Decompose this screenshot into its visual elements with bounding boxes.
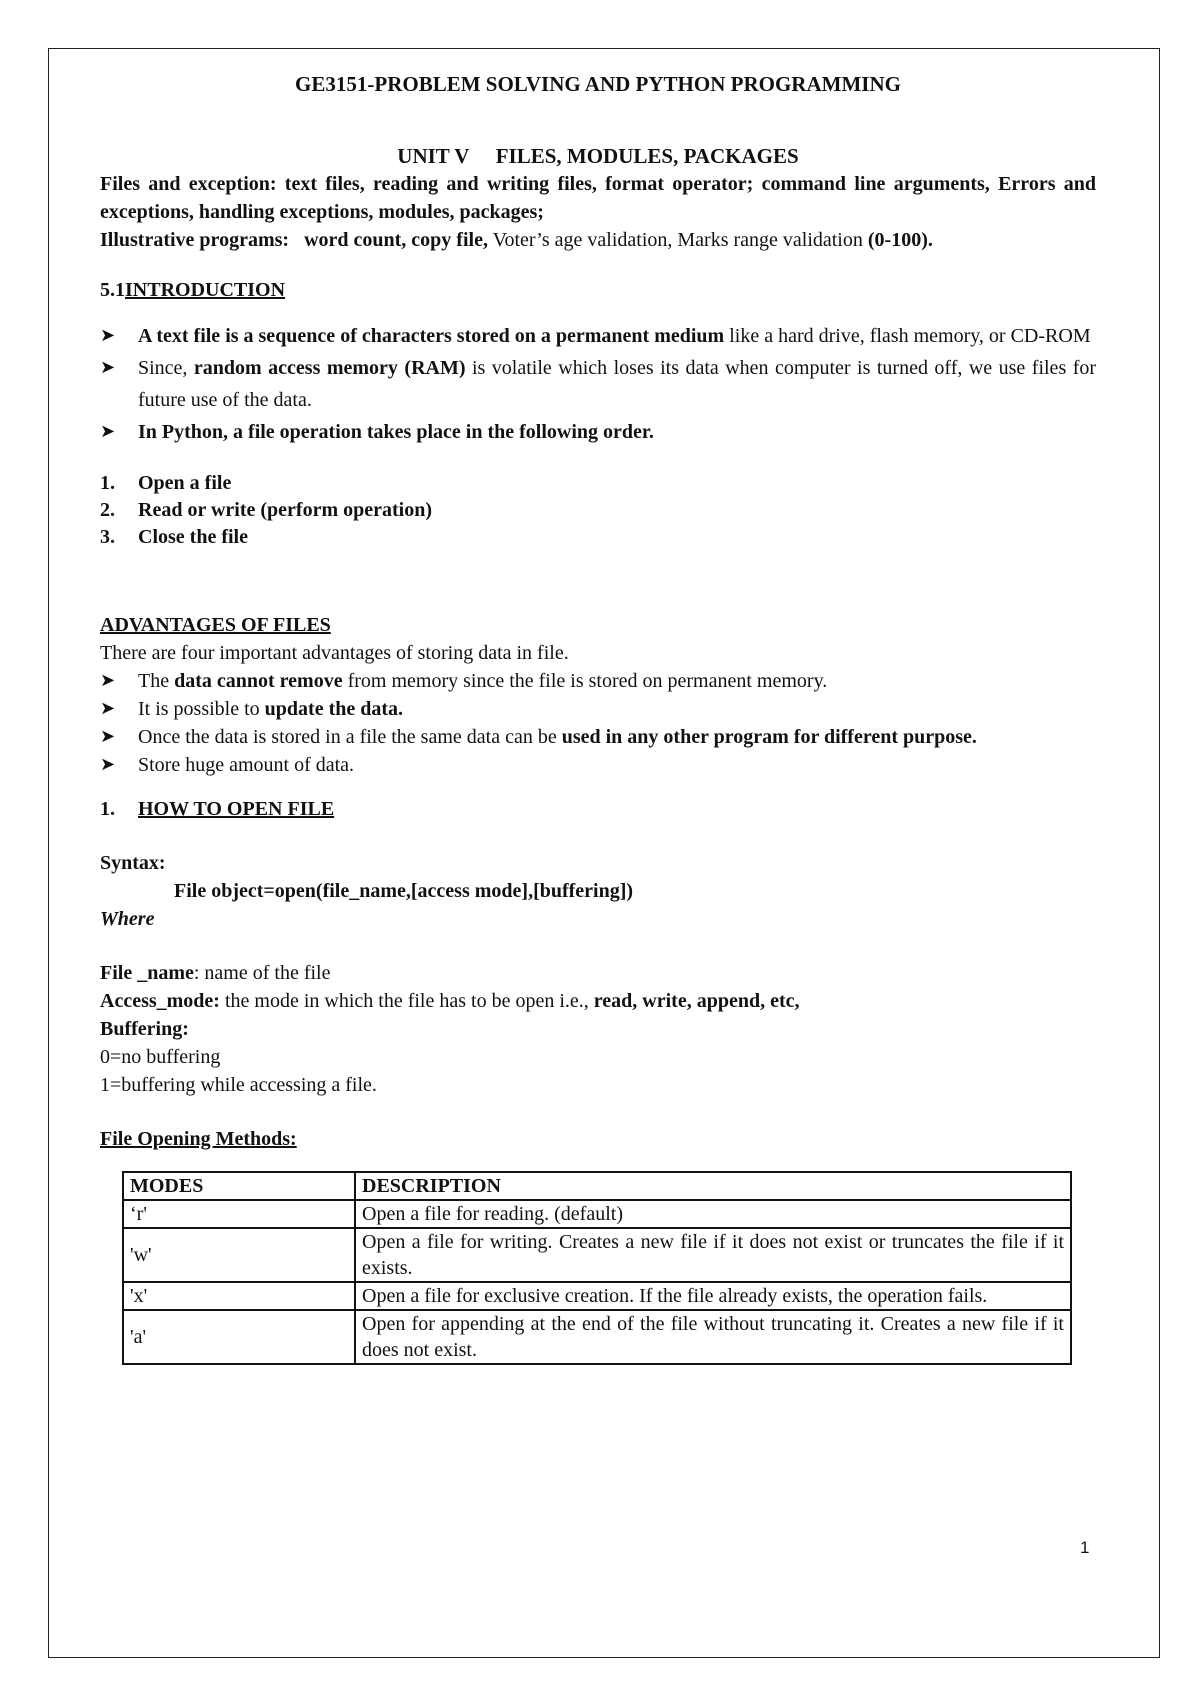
illustrative-rest: Voter’s age validation, Marks range validation [492,229,863,251]
bullet-text: from memory since the file is stored on permanent memory. [347,670,828,692]
def-term: Access_mode: [100,990,220,1012]
arrowhead-bullet-icon: ➤ [100,357,116,378]
bullet-bold: used in any other program for different purpose. [561,726,977,748]
unit-label: UNIT V [397,144,470,168]
list-item [100,524,1096,551]
advantages-heading: ADVANTAGES OF FILES [100,614,331,636]
buffering-label: Buffering: [100,1018,189,1040]
list-item [100,320,1096,352]
step-number: 3. [100,526,115,548]
bullet-text: like a hard drive, flash memory, or CD-ROM [729,325,1091,347]
list-item [100,497,1096,524]
list-item [100,352,1096,416]
step-text: Open a file [138,472,232,494]
syntax-label: Syntax: [100,852,166,874]
arrowhead-bullet-icon: ➤ [100,325,116,346]
step-number: 1. [100,472,115,494]
list-item [100,723,1096,751]
page-content [100,70,1096,1365]
file-opening-methods-heading: File Opening Methods: [100,1128,297,1150]
list-item [100,751,1096,779]
bullet-bold: data cannot remove [174,670,343,692]
arrowhead-bullet-icon: ➤ [100,421,116,442]
description-cell: Open a file for exclusive creation. If the file already exists, the operation fails. [355,1282,1071,1310]
table-row [123,1282,1071,1310]
bullet-bold: A text file is a sequence of characters stored on a permanent medium [138,325,725,347]
intro-bullets [100,320,1096,448]
def-bold: read, write, append, etc, [593,990,800,1012]
bullet-text: It is possible to [138,698,260,720]
bullet-text: Once the data is stored in a file the same data can be [138,726,557,748]
bullet-bold: random access memory (RAM) [193,357,466,379]
list-item [100,667,1096,695]
mode-cell: 'w' [123,1228,355,1282]
arrowhead-bullet-icon: ➤ [100,754,116,775]
section-title: HOW TO OPEN FILE [138,798,335,820]
bullet-text: The [138,670,170,692]
list-item [100,695,1096,723]
description-cell: Open a file for writing. Creates a new file if it does not exist or truncates the file if it exists. [355,1228,1071,1282]
advantages-bullets [100,667,1096,779]
list-item [100,470,1096,497]
mode-cell: ‘r' [123,1200,355,1228]
table-header-row [123,1172,1071,1200]
description-cell: Open for appending at the end of the file without truncating it. Creates a new file if it does not exist. [355,1310,1071,1364]
page-number: 1 [1080,1538,1090,1557]
mode-cell: 'a' [123,1310,355,1364]
access-mode-def [100,987,1096,1015]
unit-heading [100,142,1096,170]
step-number: 2. [100,499,115,521]
intro-heading [100,276,1096,304]
bullet-text: Store huge amount of data. [138,754,355,776]
buffering-1: 1=buffering while accessing a file. [100,1074,377,1096]
buffering-0: 0=no buffering [100,1046,221,1068]
description-cell: Open a file for reading. (default) [355,1200,1071,1228]
arrowhead-bullet-icon: ➤ [100,726,116,747]
bullet-text: is volatile which loses its data when computer is turned off, we use files for future use of the data. [138,357,1097,411]
arrowhead-bullet-icon: ➤ [100,698,116,719]
step-text: Close the file [138,526,248,548]
illustrative-bold: word count, copy file, [304,229,488,251]
def-term: File _name [100,962,194,984]
bullet-bold: In Python, a file operation takes place in the following order. [138,421,654,443]
syntax-line: File object=open(file_name,[access mode],[buffering]) [174,880,634,902]
def-text: the mode in which the file has to be open i.e., [224,990,589,1012]
where-label: Where [100,908,155,930]
mode-cell: 'x' [123,1282,355,1310]
table-row [123,1228,1071,1282]
bullet-bold: update the data. [264,698,404,720]
section-number: 1. [100,798,115,820]
advantages-lead: There are four important advantages of storing data in file. [100,642,569,664]
table-header: MODES [123,1172,355,1200]
file-modes-table [122,1171,1072,1365]
unit-title: FILES, MODULES, PACKAGES [495,144,799,168]
file-name-def [100,959,1096,987]
intro-heading-text: INTRODUCTION [125,279,286,301]
step-text: Read or write (perform operation) [138,499,432,521]
table-row [123,1310,1071,1364]
table-row [123,1200,1071,1228]
bullet-text: Since, [138,357,188,379]
illustrative-programs [100,226,1096,254]
illustrative-label: Illustrative programs: [100,229,290,251]
illustrative-end: (0-100). [867,229,933,251]
steps-list [100,470,1096,551]
page-title: GE3151-PROBLEM SOLVING AND PYTHON PROGRAMMING [295,72,901,96]
table-header: DESCRIPTION [355,1172,1071,1200]
open-file-heading [100,795,1096,823]
syllabus-line: Files and exception: text files, reading and writing files, format operator; command line arguments, Errors and exceptions, handling exceptions, modules, packages; [100,173,1096,223]
intro-heading-num: 5.1 [100,279,125,301]
arrowhead-bullet-icon: ➤ [100,670,116,691]
def-text: : name of the file [193,962,331,984]
list-item [100,416,1096,448]
